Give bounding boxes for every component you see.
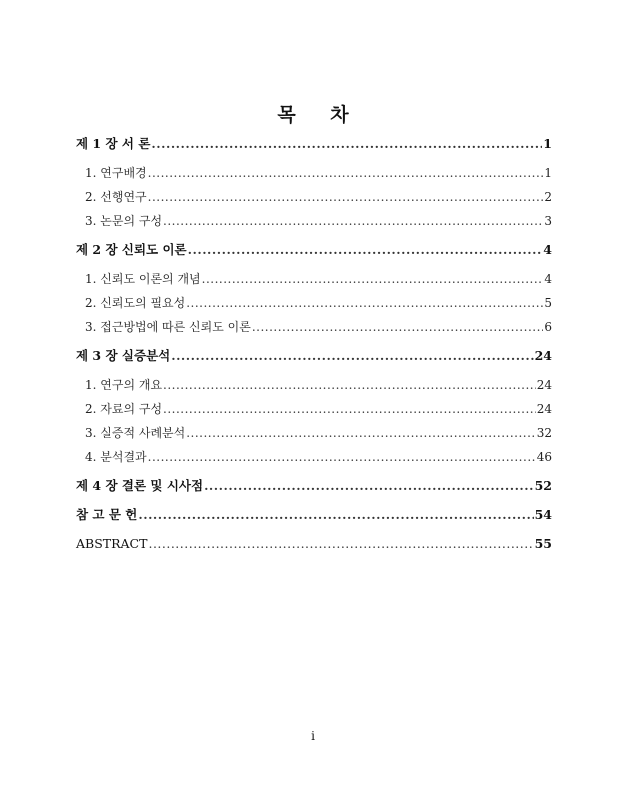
toc-section (76, 397, 552, 421)
chapter-page: 52 (534, 478, 552, 493)
section-label: 1. 연구의 개요 (85, 378, 163, 392)
chapter-label: 제 4 장 결론 및 시사점 (76, 478, 204, 493)
leader-dots (252, 315, 544, 339)
chapter-label: ABSTRACT (76, 536, 148, 551)
chapter-label: 참 고 문 헌 (76, 507, 138, 522)
section-page: 3 (544, 214, 552, 228)
toc-section (76, 373, 552, 397)
chapter-label: 제 2 장 신뢰도 이론 (76, 242, 187, 257)
section-label: 3. 접근방법에 따른 신뢰도 이론 (85, 320, 251, 334)
leader-dots (202, 267, 544, 291)
toc-section (76, 421, 552, 445)
chapter-page: 4 (543, 242, 552, 257)
section-page: 24 (536, 402, 552, 416)
toc-section (76, 209, 552, 233)
leader-dots (163, 397, 536, 421)
leader-dots (204, 474, 534, 498)
leader-dots (163, 373, 536, 397)
toc-section (76, 161, 552, 185)
section-page: 46 (536, 450, 552, 464)
leader-dots (148, 445, 536, 469)
leader-dots (186, 291, 543, 315)
chapter-label: 제 3 장 실증분석 (76, 348, 171, 363)
chapter-page: 55 (534, 536, 552, 551)
leader-dots (188, 238, 543, 262)
leader-dots (186, 421, 535, 445)
section-group-2 (76, 267, 552, 339)
section-label: 2. 자료의 구성 (85, 402, 163, 416)
toc-abstract (76, 532, 552, 556)
section-page: 24 (536, 378, 552, 392)
section-page: 1 (544, 166, 552, 180)
section-label: 1. 신뢰도 이론의 개념 (85, 272, 201, 286)
section-page: 2 (544, 190, 552, 204)
toc-section (76, 445, 552, 469)
chapter-page: 54 (534, 507, 552, 522)
leader-dots (151, 132, 542, 156)
section-page: 5 (544, 296, 552, 310)
toc-chapter-1 (76, 132, 552, 156)
section-label: 4. 분석결과 (85, 450, 147, 464)
page-number-footer: i (311, 729, 315, 743)
leader-dots (138, 503, 533, 527)
leader-dots (163, 209, 543, 233)
toc-chapter-4 (76, 474, 552, 498)
chapter-page: 24 (534, 348, 552, 363)
toc-chapter-3 (76, 344, 552, 368)
section-label: 2. 신뢰도의 필요성 (85, 296, 186, 310)
chapter-page: 1 (543, 136, 552, 151)
section-page: 4 (544, 272, 552, 286)
leader-dots (148, 185, 544, 209)
section-label: 2. 선행연구 (85, 190, 147, 204)
section-page: 32 (536, 426, 552, 440)
toc-title: 목 차 (277, 104, 363, 126)
toc-section (76, 185, 552, 209)
leader-dots (148, 532, 533, 556)
section-page: 6 (544, 320, 552, 334)
section-group-1 (76, 161, 552, 233)
leader-dots (171, 344, 533, 368)
toc-section (76, 291, 552, 315)
section-label: 1. 연구배경 (85, 166, 147, 180)
toc-references (76, 503, 552, 527)
toc-chapter-2 (76, 238, 552, 262)
chapter-label: 제 1 장 서 론 (76, 136, 151, 151)
section-label: 3. 실증적 사례분석 (85, 426, 186, 440)
section-group-3 (76, 373, 552, 469)
table-of-contents (76, 130, 552, 556)
leader-dots (148, 161, 544, 185)
toc-section (76, 315, 552, 339)
section-label: 3. 논문의 구성 (85, 214, 163, 228)
toc-section (76, 267, 552, 291)
